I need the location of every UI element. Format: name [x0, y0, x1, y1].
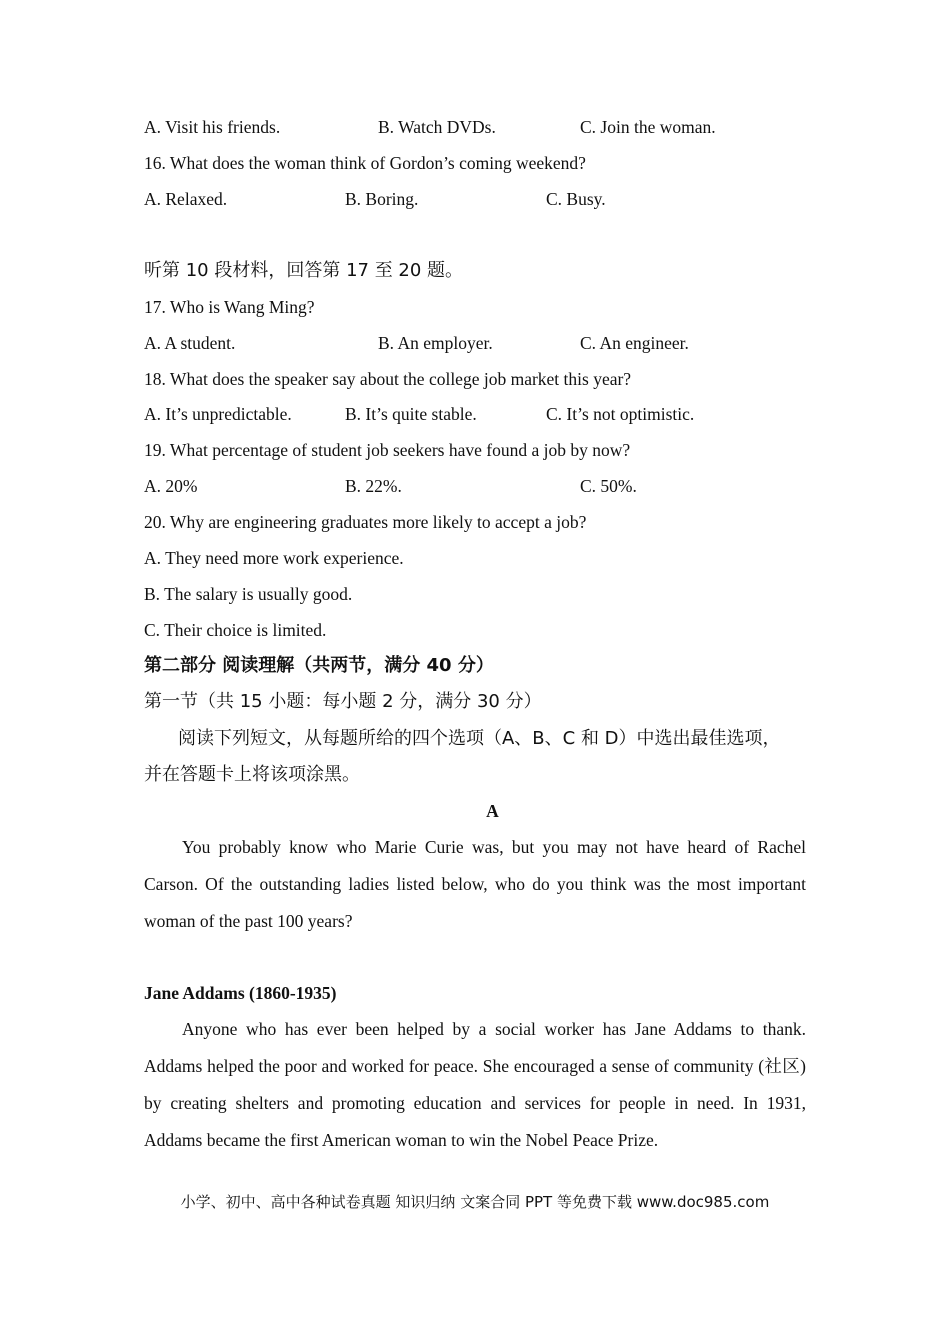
q19-option-c: C. 50%.: [580, 476, 637, 496]
q18-option-b: B. It’s quite stable.: [345, 404, 477, 424]
q19-option-a: A. 20%: [144, 476, 198, 496]
q17-question: 17. Who is Wang Ming?: [144, 297, 315, 317]
instructions-line1: 阅读下列短文，从每题所给的四个选项（A、B、C 和 D）中选出最佳选项，: [178, 728, 781, 749]
q18-question: 18. What does the speaker say about the college job market this year?: [144, 369, 632, 389]
instructions-line2: 并在答题卡上将该项涂黑。: [144, 764, 360, 785]
q20-question: 20. Why are engineering graduates more likely to accept a job?: [144, 512, 587, 532]
addams-paragraph: Anyone who has ever been helped by a social worker has Jane Addams to thank. Addams helped the poor and worked for peace. She encouraged a sense of community (社区) by creating shelters and promoting education and services for people in need. In 1931, Addams became the first American woman to win the Nobel Peace Prize.: [144, 1019, 806, 1150]
q17-option-a: A. A student.: [144, 333, 236, 353]
q16-option-c: C. Busy.: [546, 189, 606, 209]
passage-letter: A: [486, 801, 499, 821]
part2-heading: 第二部分 阅读理解（共两节，满分 40 分）: [144, 655, 494, 676]
q18-option-a: A. It’s unpredictable.: [144, 404, 292, 424]
q15-option-b: B. Watch DVDs.: [378, 117, 496, 137]
q16-option-a: A. Relaxed.: [144, 189, 228, 209]
q16-question: 16. What does the woman think of Gordon’s coming weekend?: [144, 153, 586, 173]
page-footer: 小学、初中、高中各种试卷真题 知识归纳 文案合同 PPT 等免费下载 www.doc985.com: [180, 1193, 770, 1211]
q19-option-b: B. 22%.: [345, 476, 402, 496]
q18-option-c: C. It’s not optimistic.: [546, 404, 695, 424]
q17-option-c: C. An engineer.: [580, 333, 689, 353]
q17-option-b: B. An employer.: [378, 333, 493, 353]
q16-option-b: B. Boring.: [345, 189, 419, 209]
q20-option-c: C. Their choice is limited.: [144, 620, 327, 640]
q15-option-c: C. Join the woman.: [580, 117, 716, 137]
passage-intro: You probably know who Marie Curie was, but you may not have heard of Rachel Carson. Of the outstanding ladies listed below, who do you think was the most important woman of the past 100 years?: [144, 837, 806, 931]
section10-heading: 听第 10 段材料，回答第 17 至 20 题。: [144, 260, 464, 281]
q19-question: 19. What percentage of student job seekers have found a job by now?: [144, 440, 631, 460]
q20-option-a: A. They need more work experience.: [144, 548, 404, 568]
q15-option-a: A. Visit his friends.: [144, 117, 281, 137]
addams-heading: Jane Addams (1860-1935): [144, 983, 337, 1003]
q20-option-b: B. The salary is usually good.: [144, 584, 353, 604]
section1-heading: 第一节（共 15 小题：每小题 2 分，满分 30 分）: [144, 691, 542, 712]
